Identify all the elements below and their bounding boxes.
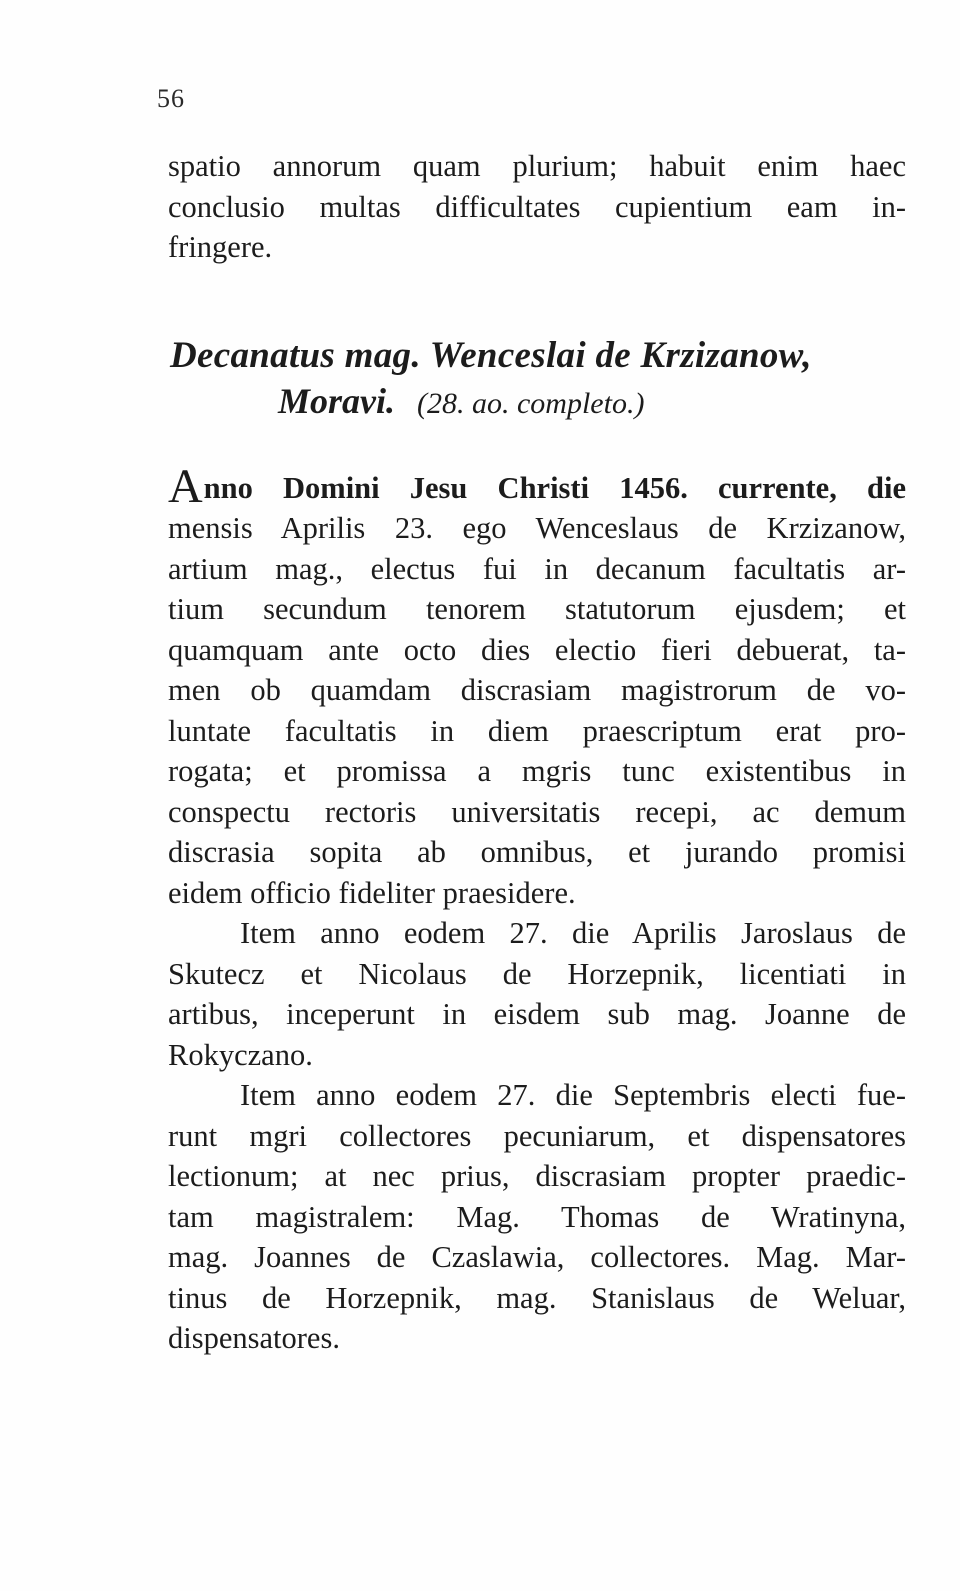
text-line: fringere. — [168, 230, 273, 264]
text-line-first — [168, 459, 906, 513]
section-spacer — [168, 268, 906, 332]
text-line: tium secundum tenorem statutorum ejusdem; et — [168, 592, 906, 626]
text-line: lectionum; at nec prius, discrasiam propter praedic- — [168, 1159, 906, 1193]
text-line: Rokyczano. — [168, 1037, 313, 1072]
intro-paragraph — [168, 146, 906, 268]
first-line-text: nno Domini Jesu Christi 1456. currente, die — [203, 470, 906, 505]
text-line: tinus de Horzepnik, mag. Stanislaus de Weluar, — [168, 1280, 906, 1315]
page-number: 56 — [157, 84, 185, 113]
text-line: men ob quamdam discrasiam magistrorum de vo- — [168, 673, 906, 707]
text-line: mag. Joannes de Czaslawia, collectores. Mag. Mar- — [168, 1240, 906, 1274]
text-line: Item anno eodem 27. die Aprilis Jaroslaus de — [240, 916, 906, 950]
text-line: artibus, inceperunt in eisdem sub mag. Joanne de — [168, 997, 906, 1031]
text-line: Item anno eodem 27. die Septembris electi fue- — [240, 1078, 906, 1112]
page-body — [168, 146, 906, 1359]
text-line: artium mag., electus fui in decanum facultatis ar- — [168, 551, 906, 586]
text-line: conspectu rectoris universitatis recepi, ac demum — [168, 794, 906, 829]
paragraph-election — [168, 459, 906, 914]
text-line: spatio annorum quam plurium; habuit enim haec — [168, 149, 906, 183]
text-line: tam magistralem: Mag. Thomas de Wratinyna, — [168, 1199, 906, 1234]
text-line: runt mgri collectores pecuniarum, et dispensatores — [168, 1118, 906, 1153]
text-line: luntate facultatis in diem praescriptum erat pro- — [168, 713, 906, 748]
paragraph-collectors — [168, 1075, 906, 1359]
section-heading — [168, 332, 906, 427]
section-spacer — [168, 427, 906, 467]
heading-note: (28. ao. completo.) — [417, 386, 645, 420]
text-line: conclusio multas difficultates cupientium eam in- — [168, 189, 906, 224]
heading-subtitle — [278, 378, 906, 427]
text-line: quamquam ante octo dies electio fieri debuerat, ta- — [168, 632, 906, 667]
paragraph-licentiates — [168, 913, 906, 1075]
heading-name: Moravi. — [278, 380, 395, 421]
text-line: dispensatores. — [168, 1321, 340, 1355]
text-line: Skutecz et Nicolaus de Horzepnik, licentiati in — [168, 956, 906, 991]
text-line: eidem officio fideliter praesidere. — [168, 875, 576, 910]
drop-cap: A — [168, 459, 203, 513]
text-line: rogata; et promissa a mgris tunc existentibus in — [168, 754, 906, 788]
text-line: mensis Aprilis 23. ego Wenceslaus de Krzizanow, — [168, 511, 906, 545]
text-line: discrasia sopita ab omnibus, et jurando promisi — [168, 835, 906, 869]
heading-title: Decanatus mag. Wenceslai de Krzizanow, — [170, 334, 812, 376]
